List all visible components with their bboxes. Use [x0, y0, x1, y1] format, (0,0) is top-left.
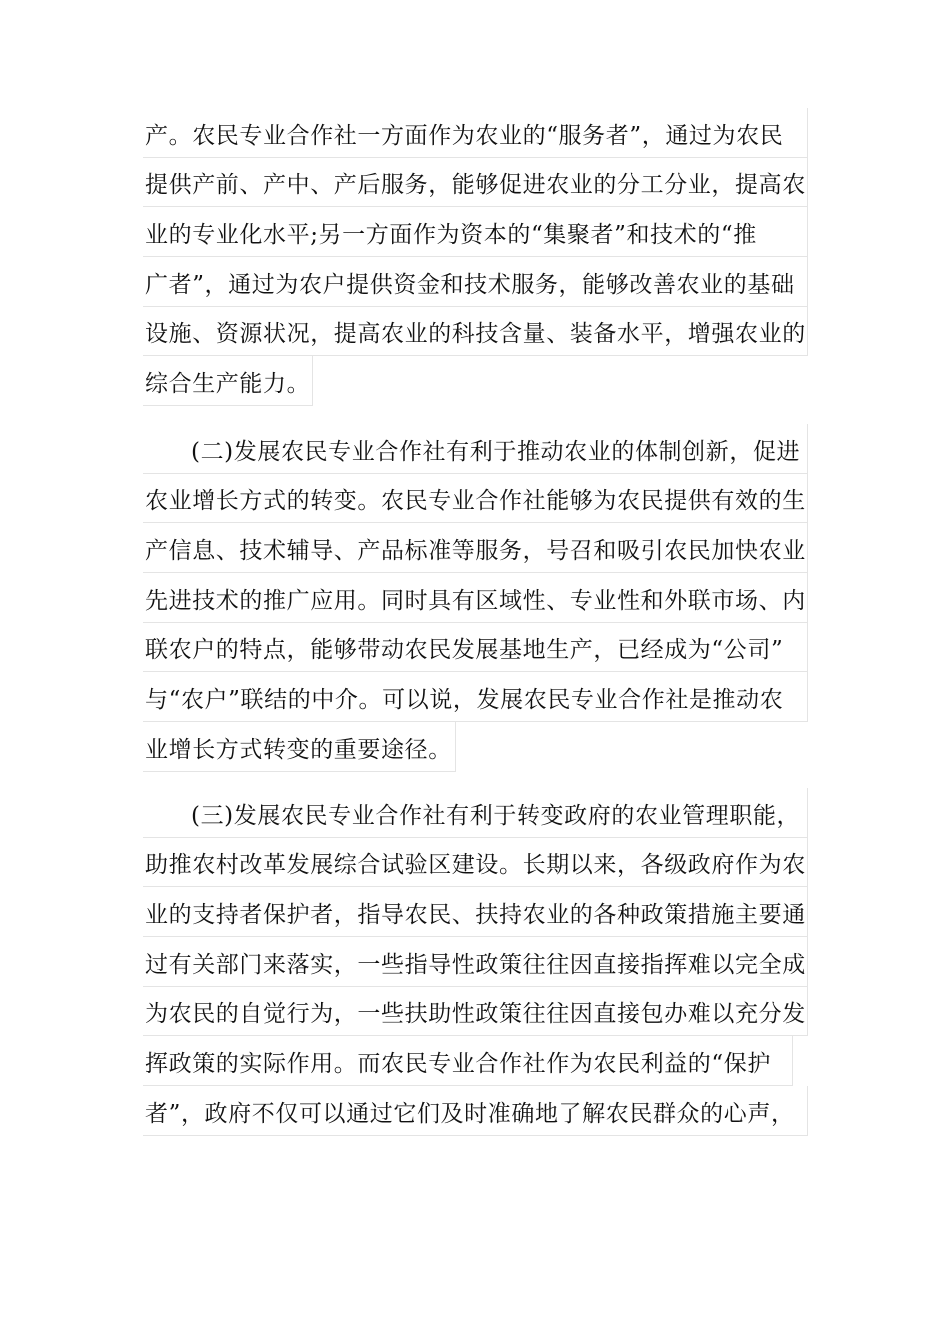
text-line	[143, 672, 808, 722]
text-line	[143, 887, 808, 937]
line-text: (三)发展农民专业合作社有利于转变政府的农业管理职能，	[191, 802, 801, 829]
text-line	[143, 158, 808, 208]
text-line	[143, 356, 313, 406]
line-text: 业增长方式转变的重要途径。	[145, 736, 452, 763]
line-text: 业的支持者保护者，指导农民、扶持农业的各种政策措施主要通	[145, 902, 806, 929]
text-line	[143, 937, 808, 987]
line-text: 先进技术的推广应用。同时具有区域性、专业性和外联市场、内	[145, 587, 806, 614]
text-line	[143, 424, 808, 474]
text-line	[143, 257, 808, 307]
text-line	[143, 474, 808, 524]
paragraph-1	[143, 108, 808, 406]
line-text: 产信息、技术辅导、产品标准等服务，号召和吸引农民加快农业	[145, 538, 806, 565]
line-text: (二)发展农民专业合作社有利于推动农业的体制创新，促进	[191, 438, 801, 465]
text-line	[143, 108, 808, 158]
text-line	[143, 207, 808, 257]
line-text: 业的专业化水平;另一方面作为资本的“集聚者”和技术的“推	[145, 222, 757, 249]
text-line	[143, 1036, 793, 1086]
line-text: 农业增长方式的转变。农民专业合作社能够为农民提供有效的生	[145, 488, 806, 515]
text-line	[143, 788, 808, 838]
line-text: 广者”，通过为农户提供资金和技术服务，能够改善农业的基础	[145, 271, 795, 298]
line-text: 助推农村改革发展综合试验区建设。长期以来，各级政府作为农	[145, 852, 806, 879]
line-text: 综合生产能力。	[145, 371, 311, 398]
line-text: 提供产前、产中、产后服务，能够促进农业的分工分业，提高农	[145, 172, 806, 199]
text-line	[143, 838, 808, 888]
text-line	[143, 987, 808, 1037]
text-line	[143, 1086, 808, 1136]
line-text: 为农民的自觉行为，一些扶助性政策往往因直接包办难以充分发	[145, 1001, 806, 1028]
paragraph-2	[143, 424, 808, 772]
text-line	[143, 623, 808, 673]
line-text: 挥政策的实际作用。而农民专业合作社作为农民利益的“保护	[145, 1051, 771, 1078]
text-line	[143, 573, 808, 623]
text-line	[143, 523, 808, 573]
line-text: 设施、资源状况，提高农业的科技含量、装备水平，增强农业的	[145, 321, 806, 348]
line-text: 联农户的特点，能够带动农民发展基地生产，已经成为“公司”	[145, 637, 784, 664]
paragraph-3	[143, 788, 808, 1136]
line-text: 产。农民专业合作社一方面作为农业的“服务者”，通过为农民	[145, 122, 784, 149]
text-line	[143, 722, 456, 772]
line-text: 者”，政府不仅可以通过它们及时准确地了解农民群众的心声，	[145, 1100, 795, 1127]
line-text: 过有关部门来落实，一些指导性政策往往因直接指挥难以完全成	[145, 951, 806, 978]
text-line	[143, 307, 808, 357]
line-text: 与“农户”联结的中介。可以说，发展农民专业合作社是推动农	[145, 687, 784, 714]
